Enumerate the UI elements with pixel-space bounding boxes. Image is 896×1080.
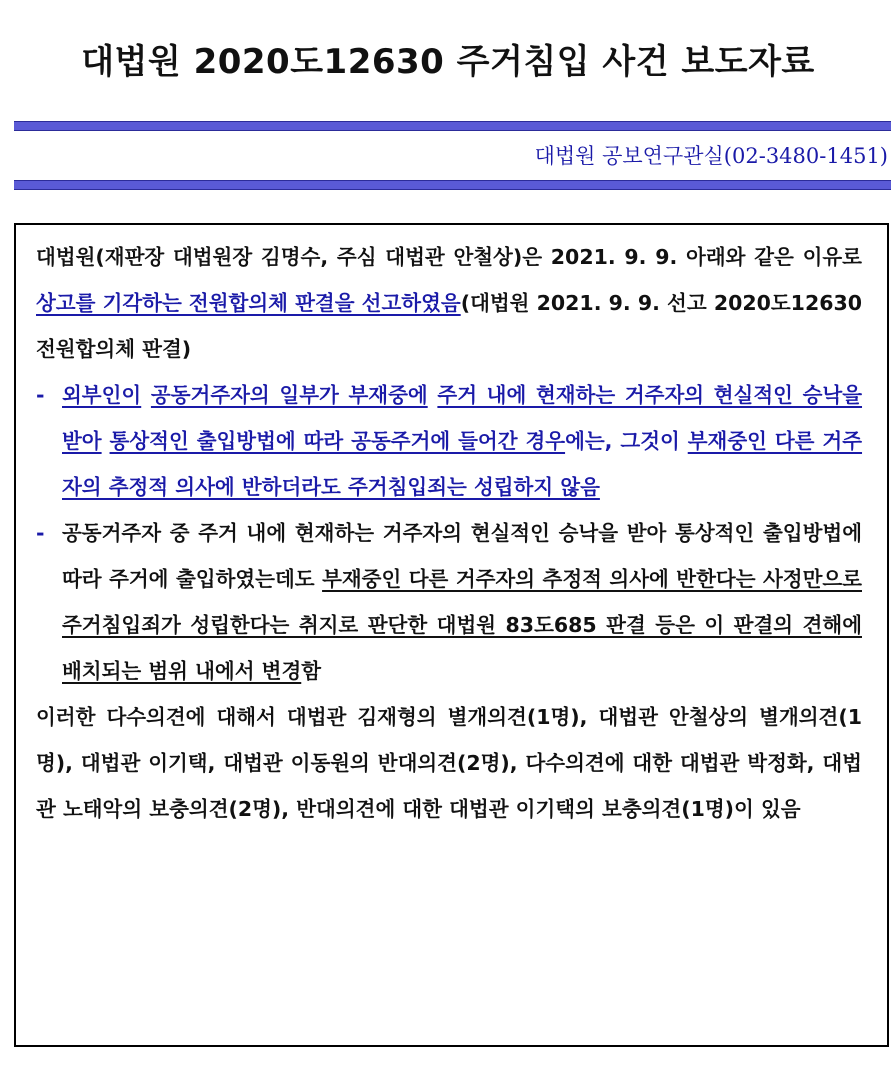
intro-verdict: 상고를 기각하는 전원합의체 판결을 선고하였음 — [36, 291, 461, 315]
holding-1-condition: 공동거주자의 일부가 부재중에 — [150, 383, 428, 407]
bullet-dash: - — [36, 521, 45, 545]
intro-text: 대법원(재판장 대법원장 김명수, 주심 대법관 안철상)은 2021. 9. 9. 아래와 같은 이유로 — [36, 245, 862, 269]
holding-1-subject: 외부인이 — [62, 383, 142, 407]
holding-1-connector: 에는, 그것이 — [565, 429, 688, 453]
bullet-dash: - — [36, 383, 45, 407]
header-rule-top — [14, 121, 891, 131]
header-rule-bottom — [14, 180, 891, 190]
holding-1-entry: 통상적인 출입방법에 따라 공동주거에 들어간 경우 — [109, 429, 566, 453]
holding-1-conclusion: 부재중인 다른 거주자의 추정적 의사에 반하더라도 주거침입죄는 성립하지 않음 — [62, 429, 863, 499]
holding-2-ending: 함 — [301, 659, 322, 683]
intro-paragraph — [36, 234, 862, 372]
contact-info: 대법원 공보연구관실(02-3480-1451) — [534, 144, 888, 168]
page-title: 대법원 2020도12630 주거침입 사건 보도자료 — [81, 42, 815, 82]
holding-bullet-1 — [36, 372, 862, 510]
holding-2-text: 공동거주자 중 주거 내에 현재하는 거주자의 현실적인 승낙을 받아 통상적인 출입방법에 따라 주거에 출입하였는데도 — [62, 521, 862, 591]
opinions-paragraph: 이러한 다수의견에 대해서 대법관 김재형의 별개의견(1명), 대법관 안철상의 별개의견(1명), 대법관 이기택, 대법관 이동원의 반대의견(2명), 다수의견에 대한 대법관 박정화, 대법관 노태악의 보충의견(2명), 반대의견에 대한 대법관 이기택의 보충의견(1명)이 있음 — [36, 705, 862, 821]
holding-bullet-2 — [36, 510, 862, 694]
holding-2-overruled: 부재중인 다른 거주자의 추정적 의사에 반한다는 사정만으로 주거침입죄가 성립한다는 취지로 판단한 대법원 83도685 판결 등은 이 판결의 견해에 배치되는 범위 내에서 변경 — [62, 567, 862, 683]
intro-citation: (대법원 2021. 9. 9. 선고 2020도12630 전원합의체 판결) — [36, 291, 863, 361]
holding-1-consent: 주거 내에 현재하는 거주자의 현실적인 승낙을 받아 — [62, 383, 863, 453]
summary-body — [36, 234, 862, 832]
